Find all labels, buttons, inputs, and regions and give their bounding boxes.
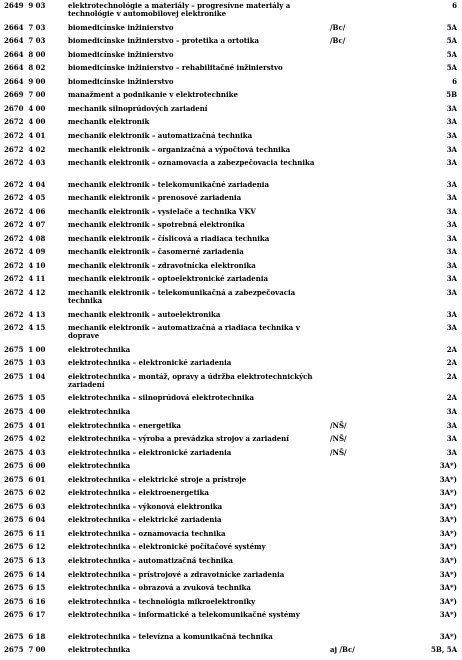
study-code: 2664 7 03 [4, 36, 46, 46]
education-level: 3A [446, 309, 457, 319]
table-row [0, 146, 462, 160]
table-row [0, 311, 462, 325]
education-level: 3A [446, 233, 457, 243]
study-name: elektrotechnika – elektronické zariadenia [68, 358, 232, 368]
study-code: 2672 4 12 [4, 288, 46, 298]
table-row [0, 2, 462, 24]
study-code: 2649 9 03 [4, 1, 46, 10]
study-code: 2672 4 08 [4, 233, 46, 243]
table-row [0, 503, 462, 517]
table-row [0, 476, 462, 490]
education-level: 3A*) [439, 631, 457, 641]
education-level: 3A [446, 260, 457, 270]
study-code: 2672 4 05 [4, 193, 46, 203]
education-level: 3A*) [439, 569, 457, 579]
study-code: 2675 1 00 [4, 344, 46, 354]
table-row [0, 489, 462, 503]
study-name: elektrotechnika – elektrické zariadenia [68, 515, 222, 525]
study-code: 2675 1 03 [4, 358, 46, 368]
education-level: 3A*) [439, 501, 457, 511]
study-code: 2675 6 03 [4, 501, 46, 511]
education-level: 2A [446, 358, 457, 368]
study-code: 2675 6 17 [4, 610, 46, 620]
table-row [0, 449, 462, 463]
study-note: aj /Bc/ [330, 645, 355, 655]
table-row [0, 571, 462, 585]
education-level: 3A*) [439, 542, 457, 552]
study-code: 2664 7 03 [4, 22, 46, 32]
study-code: 2675 6 13 [4, 556, 46, 566]
study-name: elektrotechnika – elektronické zariadenia [68, 447, 232, 457]
education-level: 6 [452, 1, 457, 10]
table-row [0, 248, 462, 262]
study-name: mechanik elektronik – optoelektronické zariadenia [68, 274, 269, 284]
study-note: /Bc/ [330, 22, 346, 32]
education-level: 3A [446, 323, 457, 333]
study-name: mechanik elektronik – číslicová a riadiaca technika [68, 233, 270, 243]
education-level: 3A [446, 103, 457, 113]
study-code: 2675 4 01 [4, 420, 46, 430]
study-name: mechanik elektronik – časomerné zariadenia [68, 247, 244, 257]
study-name: elektrotechnika – elektronické počítačové systémy [68, 542, 266, 552]
study-name: elektrotechnológie a materiály – progresívne materiály a technológie v automobilovej elektronike [68, 1, 291, 18]
table-row [0, 289, 462, 311]
education-level: 3A [446, 206, 457, 216]
table-row [0, 543, 462, 557]
study-name: mechanik elektronik – prenosové zariadenia [68, 193, 242, 203]
education-level: 3A*) [439, 515, 457, 525]
table-row [0, 408, 462, 422]
education-level: 3A*) [439, 556, 457, 566]
education-level: 2A [446, 344, 457, 354]
table-row [0, 422, 462, 436]
study-code: 2669 7 00 [4, 90, 46, 100]
study-name: mechanik elektronik – vysielače a technika VKV [68, 206, 256, 216]
table-row [0, 598, 462, 612]
education-level: 5A [446, 63, 457, 73]
education-level: 3A [446, 247, 457, 257]
study-code: 2664 8 00 [4, 49, 46, 59]
table-row [0, 275, 462, 289]
table-row [0, 235, 462, 249]
study-code: 2664 9 00 [4, 76, 46, 86]
study-name: mechanik elektronik – automatizačná a riadiaca technika v doprave [68, 323, 300, 341]
education-level: 3A*) [439, 610, 457, 620]
table-row [0, 78, 462, 92]
table-row [0, 462, 462, 476]
table-row [0, 262, 462, 276]
table-row [0, 435, 462, 449]
education-level: 3A [446, 193, 457, 203]
study-name: mechanik elektronik – telekomunikačná a zabezpečovacia technika [68, 288, 296, 306]
study-name: biomedicínske inžinierstvo [68, 49, 174, 59]
education-level: 5B [446, 90, 457, 100]
education-level: 3A [446, 407, 457, 416]
table-row [0, 557, 462, 571]
study-name: elektrotechnika – výroba a prevádzka strojov a zariadení [68, 434, 289, 444]
table-row [0, 208, 462, 222]
study-code: 2675 1 05 [4, 393, 46, 403]
education-level: 3A [446, 447, 457, 457]
study-code: 2675 6 18 [4, 631, 46, 641]
table-row [0, 132, 462, 146]
study-name: elektrotechnika – automatizačná technika [68, 556, 233, 566]
study-note: /Bc/ [330, 36, 346, 46]
education-level: 3A*) [439, 488, 457, 498]
table-row [0, 159, 462, 181]
study-code: 2672 4 09 [4, 247, 46, 257]
study-name: elektrotechnika [68, 645, 131, 655]
table-row [0, 118, 462, 132]
study-code: 2672 4 10 [4, 260, 46, 270]
education-level: 3A [446, 420, 457, 430]
study-name: elektrotechnika [68, 461, 131, 471]
education-level: 2A [446, 371, 457, 381]
study-code: 2675 6 12 [4, 542, 46, 552]
study-note: /NŠ/ [330, 434, 347, 444]
study-code: 2672 4 11 [4, 274, 46, 284]
education-level: 3A [446, 130, 457, 140]
study-name: elektrotechnika – prístrojové a zdravotnícke zariadenia [68, 569, 285, 579]
table-row [0, 105, 462, 119]
study-code: 2675 6 00 [4, 461, 46, 471]
study-code: 2672 4 13 [4, 309, 46, 319]
study-name: mechanik silnoprúdových zariadení [68, 103, 208, 113]
education-level: 3A*) [439, 474, 457, 484]
table-row [0, 633, 462, 647]
study-code: 2672 4 06 [4, 206, 46, 216]
study-name: elektrotechnika – technológia mikroelektroniky [68, 596, 256, 606]
study-code: 2672 4 04 [4, 179, 46, 189]
study-name: mechanik elektronik – organizačná a výpočtová technika [68, 144, 291, 154]
study-name: elektrotechnika – obrazová a zvuková technika [68, 583, 251, 593]
study-code: 2672 4 07 [4, 220, 46, 230]
study-code: 2675 6 02 [4, 488, 46, 498]
education-level: 3A*) [439, 461, 457, 471]
study-name: elektrotechnika [68, 407, 131, 416]
study-code: 2672 4 03 [4, 158, 46, 168]
study-name: mechanik elektronik – oznamovacia a zabezpečovacia technika [68, 158, 315, 168]
study-name: elektrotechnika – montáž, opravy a údržba elektrotechnických zariadení [68, 371, 313, 389]
study-name: elektrotechnika – elektroenergetika [68, 488, 209, 498]
study-code: 2664 8 02 [4, 63, 46, 73]
study-name: elektrotechnika [68, 344, 131, 354]
study-name: elektrotechnika – informatické a telekomunikačné systémy [68, 610, 300, 620]
study-name: mechanik elektronik – zdravotnícka elektronika [68, 260, 256, 270]
education-level: 5B, 5A [431, 645, 457, 655]
study-name: mechanik elektronik – spotrebná elektronika [68, 220, 245, 230]
study-code: 2675 6 15 [4, 583, 46, 593]
table-row [0, 37, 462, 51]
education-level: 3A*) [439, 583, 457, 593]
study-name: biomedicínske inžinierstvo – protetika a ortotika [68, 36, 260, 46]
study-name: elektrotechnika – energetika [68, 420, 181, 430]
study-name: elektrotechnika – výkonová elektronika [68, 501, 223, 511]
study-name: mechanik elektronik – automatizačná technika [68, 130, 253, 140]
study-name: mechanik elektronik – autoelektronika [68, 309, 221, 319]
education-level: 5A [446, 36, 457, 46]
table-row [0, 346, 462, 360]
table-row [0, 394, 462, 408]
study-name: manažment a podnikanie v elektrotechnike [68, 90, 238, 100]
study-code: 2675 1 04 [4, 371, 46, 381]
table-row [0, 584, 462, 598]
study-name: elektrotechnika – televízna a komunikačná technika [68, 631, 273, 641]
study-code: 2675 4 03 [4, 447, 46, 457]
education-level: 3A [446, 288, 457, 298]
study-code: 2675 4 02 [4, 434, 46, 444]
study-code: 2672 4 15 [4, 323, 46, 333]
table-row [0, 516, 462, 530]
table-row [0, 611, 462, 633]
education-level: 3A*) [439, 528, 457, 538]
table-row [0, 221, 462, 235]
study-note: /NŠ/ [330, 420, 347, 430]
table-row [0, 530, 462, 544]
study-code: 2672 4 02 [4, 144, 46, 154]
table-row [0, 373, 462, 395]
education-level: 2A [446, 393, 457, 403]
education-level: 3A [446, 144, 457, 154]
education-level: 5A [446, 22, 457, 32]
study-name: biomedicínske inžinierstvo – rehabilitačné inžinierstvo [68, 63, 283, 73]
study-name: mechanik elektronik [68, 117, 150, 127]
table-row [0, 51, 462, 65]
education-level: 5A [446, 49, 457, 59]
education-level: 3A [446, 158, 457, 168]
study-name: elektrotechnika – elektrické stroje a prístroje [68, 474, 247, 484]
education-level: 3A [446, 220, 457, 230]
table-row [0, 64, 462, 78]
study-code: 2670 4 00 [4, 103, 46, 113]
study-code: 2675 6 14 [4, 569, 46, 579]
study-code: 2675 6 04 [4, 515, 46, 525]
study-name: elektrotechnika – silnoprúdová elektrotechnika [68, 393, 255, 403]
study-code: 2672 4 01 [4, 130, 46, 140]
education-level: 3A*) [439, 596, 457, 606]
field-of-study-list [0, 2, 462, 660]
study-code: 2675 6 11 [4, 528, 46, 538]
study-code: 2675 7 00 [4, 645, 46, 655]
education-level: 6 [452, 76, 457, 86]
table-row [0, 91, 462, 105]
education-level: 3A [446, 117, 457, 127]
study-name: biomedicínske inžinierstvo [68, 22, 174, 32]
study-note: /NŠ/ [330, 447, 347, 457]
education-level: 3A [446, 179, 457, 189]
study-name: mechanik elektronik – telekomunikačné zariadenia [68, 179, 269, 189]
study-name: elektrotechnika – oznamovacia technika [68, 528, 226, 538]
study-name: biomedicínske inžinierstvo [68, 76, 174, 86]
table-row [0, 24, 462, 38]
study-code: 2675 6 01 [4, 474, 46, 484]
table-row [0, 181, 462, 195]
study-code: 2675 6 16 [4, 596, 46, 606]
study-code: 2672 4 00 [4, 117, 46, 127]
table-row [0, 646, 462, 660]
table-row [0, 194, 462, 208]
education-level: 3A [446, 274, 457, 284]
table-row [0, 324, 462, 346]
education-level: 3A [446, 434, 457, 444]
study-code: 2675 4 00 [4, 407, 46, 416]
table-row [0, 359, 462, 373]
